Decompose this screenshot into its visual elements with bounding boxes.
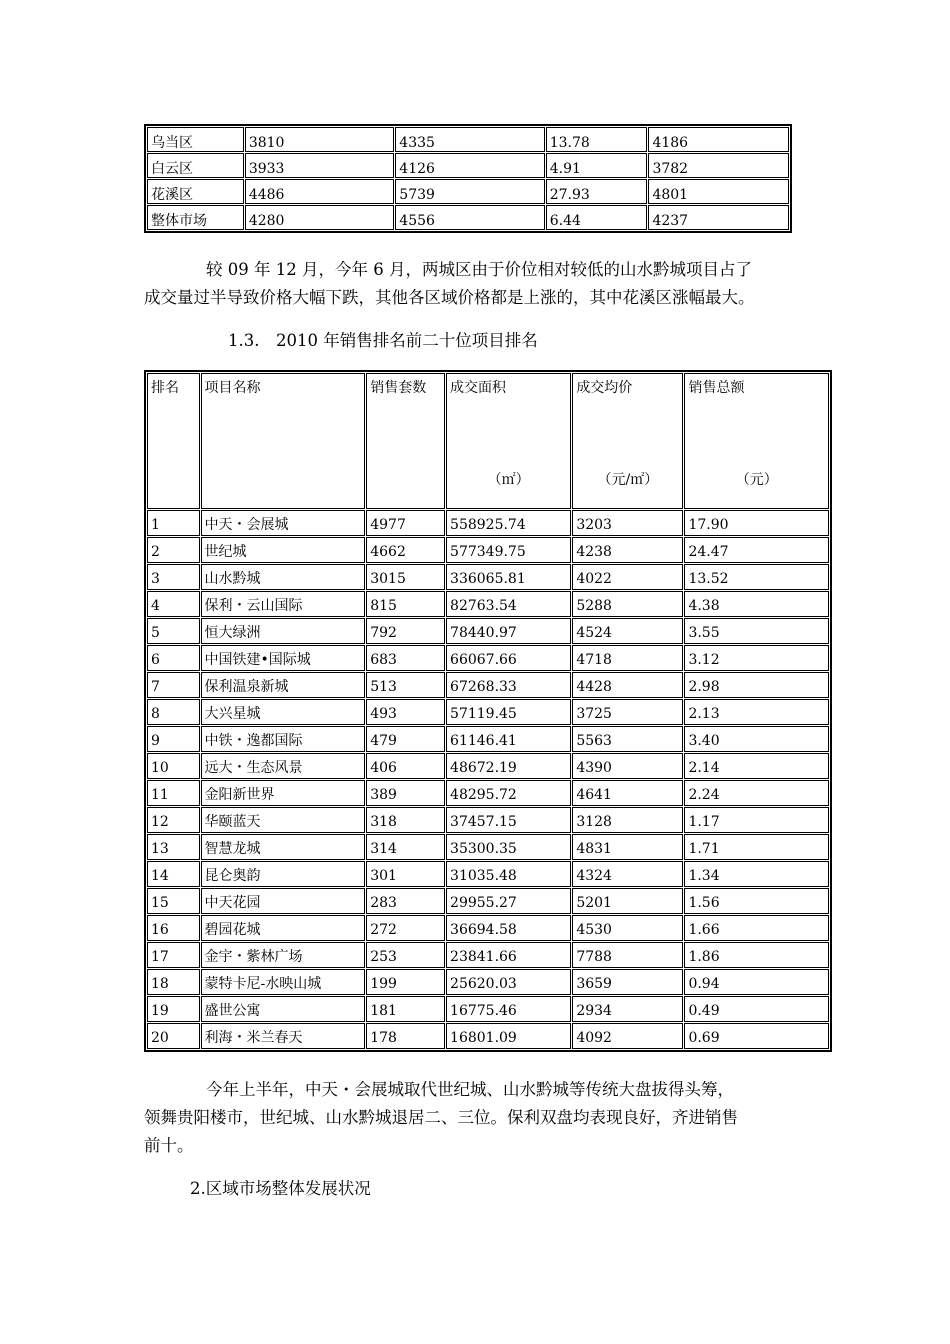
table-cell: 17 xyxy=(147,942,200,968)
paragraph-line: 较 09 年 12 月，今年 6 月，两城区由于价位相对较低的山水黔城项目占了 xyxy=(206,260,752,279)
table-cell: 389 xyxy=(366,780,445,806)
table-cell: 1.56 xyxy=(684,888,829,914)
table-cell: 3659 xyxy=(572,969,683,995)
table-cell: 8 xyxy=(147,699,200,725)
table-cell: 314 xyxy=(366,834,445,860)
table-row xyxy=(147,537,829,563)
table-cell: 272 xyxy=(366,915,445,941)
table-cell: 4186 xyxy=(648,127,789,152)
table-cell: 12 xyxy=(147,807,200,833)
table-cell: 318 xyxy=(366,807,445,833)
table-cell: 保利温泉新城 xyxy=(201,672,366,698)
table-cell: 2.98 xyxy=(684,672,829,698)
table-cell: 4237 xyxy=(648,205,789,230)
table-cell: 4524 xyxy=(572,618,683,644)
table-cell: 中天花园 xyxy=(201,888,366,914)
table-cell: 3725 xyxy=(572,699,683,725)
table-cell: 178 xyxy=(366,1023,445,1049)
table-cell: 9 xyxy=(147,726,200,752)
table-cell: 4092 xyxy=(572,1023,683,1049)
table-row xyxy=(147,726,829,752)
table-cell: 11 xyxy=(147,780,200,806)
table-cell: 48295.72 xyxy=(446,780,571,806)
table-row xyxy=(147,591,829,617)
header-cell-area: 成交面积 （㎡） xyxy=(446,373,571,509)
table-cell: 61146.41 xyxy=(446,726,571,752)
table-cell: 4486 xyxy=(245,179,394,204)
table-cell: 4.38 xyxy=(684,591,829,617)
table-cell: 4977 xyxy=(366,510,445,536)
table-cell: 3203 xyxy=(572,510,683,536)
table-cell: 整体市场 xyxy=(147,205,244,230)
paragraph-line: 前十。 xyxy=(144,1136,194,1155)
paragraph-line: 成交量过半导致价格大幅下跌，其他各区域价格都是上涨的，其中花溪区涨幅最大。 xyxy=(144,288,755,307)
table-cell: 27.93 xyxy=(546,179,648,204)
table-row xyxy=(147,942,829,968)
section-heading-ranking: 1.3. 2010 年销售排名前二十位项目排名 xyxy=(228,331,538,350)
table-cell: 3.40 xyxy=(684,726,829,752)
table-cell: 4022 xyxy=(572,564,683,590)
table-cell: 3810 xyxy=(245,127,394,152)
table-cell: 2.24 xyxy=(684,780,829,806)
table-cell: 513 xyxy=(366,672,445,698)
table-row xyxy=(147,915,829,941)
table-cell: 479 xyxy=(366,726,445,752)
table-cell: 4 xyxy=(147,591,200,617)
table-cell: 16 xyxy=(147,915,200,941)
table-row xyxy=(147,564,829,590)
table-cell: 4335 xyxy=(395,127,544,152)
table-cell: 67268.33 xyxy=(446,672,571,698)
table-cell: 7788 xyxy=(572,942,683,968)
section-heading-regional-market: 2.区域市场整体发展状况 xyxy=(190,1179,371,1198)
table-cell: 1 xyxy=(147,510,200,536)
table-cell: 5201 xyxy=(572,888,683,914)
table-cell: 406 xyxy=(366,753,445,779)
table-cell: 中铁・逸都国际 xyxy=(201,726,366,752)
table-cell: 35300.35 xyxy=(446,834,571,860)
table-cell: 13.52 xyxy=(684,564,829,590)
table-cell: 36694.58 xyxy=(446,915,571,941)
table-cell: 中天・会展城 xyxy=(201,510,366,536)
table-cell: 82763.54 xyxy=(446,591,571,617)
table-cell: 3015 xyxy=(366,564,445,590)
table-cell: 大兴星城 xyxy=(201,699,366,725)
table-cell: 0.69 xyxy=(684,1023,829,1049)
table-cell: 盛世公寓 xyxy=(201,996,366,1022)
table-row xyxy=(147,153,789,178)
table-row xyxy=(147,179,789,204)
paragraph-ranking-summary xyxy=(144,1076,824,1160)
table-cell: 金宇・紫林广场 xyxy=(201,942,366,968)
table-cell: 1.86 xyxy=(684,942,829,968)
table-cell: 23841.66 xyxy=(446,942,571,968)
table-row xyxy=(147,645,829,671)
table-cell: 16775.46 xyxy=(446,996,571,1022)
table-cell: 昆仑奥韵 xyxy=(201,861,366,887)
table-cell: 金阳新世界 xyxy=(201,780,366,806)
table-row xyxy=(147,888,829,914)
table-cell: 4428 xyxy=(572,672,683,698)
paragraph-price-analysis xyxy=(144,256,824,312)
table-cell: 白云区 xyxy=(147,153,244,178)
table-cell: 4238 xyxy=(572,537,683,563)
table-cell: 66067.66 xyxy=(446,645,571,671)
header-cell-rank: 排名 xyxy=(147,373,200,509)
table-cell: 2.14 xyxy=(684,753,829,779)
table-cell: 保利・云山国际 xyxy=(201,591,366,617)
header-unit: （㎡） xyxy=(487,472,530,488)
table-cell: 57119.45 xyxy=(446,699,571,725)
table-cell: 4.91 xyxy=(546,153,648,178)
sales-ranking-table xyxy=(144,370,832,1052)
table-cell: 20 xyxy=(147,1023,200,1049)
table-cell: 15 xyxy=(147,888,200,914)
table-cell: 6.44 xyxy=(546,205,648,230)
table-cell: 5 xyxy=(147,618,200,644)
header-cell-units-sold: 销售套数 xyxy=(366,373,445,509)
table-row xyxy=(147,969,829,995)
table-cell: 碧园花城 xyxy=(201,915,366,941)
table-row xyxy=(147,618,829,644)
table-cell: 4556 xyxy=(395,205,544,230)
table-row xyxy=(147,780,829,806)
table-cell: 5739 xyxy=(395,179,544,204)
table-cell: 0.49 xyxy=(684,996,829,1022)
header-unit: （元/㎡） xyxy=(597,472,659,488)
table-cell: 3933 xyxy=(245,153,394,178)
table-row xyxy=(147,205,789,230)
table-cell: 815 xyxy=(366,591,445,617)
table-cell: 29955.27 xyxy=(446,888,571,914)
table-cell: 13 xyxy=(147,834,200,860)
table-cell: 1.71 xyxy=(684,834,829,860)
table-row xyxy=(147,1023,829,1049)
table-cell: 4324 xyxy=(572,861,683,887)
table-cell: 3.55 xyxy=(684,618,829,644)
table-cell: 3 xyxy=(147,564,200,590)
table-cell: 25620.03 xyxy=(446,969,571,995)
table-cell: 558925.74 xyxy=(446,510,571,536)
table-header-row xyxy=(147,373,829,509)
table-cell: 4126 xyxy=(395,153,544,178)
table-cell: 智慧龙城 xyxy=(201,834,366,860)
header-cell-total-sales: 销售总额 （元） xyxy=(684,373,829,509)
table-cell: 48672.19 xyxy=(446,753,571,779)
table-row xyxy=(147,834,829,860)
table-cell: 4390 xyxy=(572,753,683,779)
table-cell: 336065.81 xyxy=(446,564,571,590)
table-cell: 199 xyxy=(366,969,445,995)
table-cell: 4662 xyxy=(366,537,445,563)
table-cell: 253 xyxy=(366,942,445,968)
table-cell: 24.47 xyxy=(684,537,829,563)
table-cell: 181 xyxy=(366,996,445,1022)
table-cell: 花溪区 xyxy=(147,179,244,204)
table-cell: 7 xyxy=(147,672,200,698)
table-cell: 1.17 xyxy=(684,807,829,833)
header-cell-avg-price: 成交均价 （元/㎡） xyxy=(572,373,683,509)
table-cell: 577349.75 xyxy=(446,537,571,563)
table-cell: 3128 xyxy=(572,807,683,833)
table-cell: 37457.15 xyxy=(446,807,571,833)
table-cell: 0.94 xyxy=(684,969,829,995)
table-cell: 山水黔城 xyxy=(201,564,366,590)
table-cell: 4280 xyxy=(245,205,394,230)
table-cell: 4831 xyxy=(572,834,683,860)
table-cell: 4801 xyxy=(648,179,789,204)
table-cell: 16801.09 xyxy=(446,1023,571,1049)
header-unit: （元） xyxy=(735,472,778,488)
table-cell: 4530 xyxy=(572,915,683,941)
table-cell: 中国铁建•国际城 xyxy=(201,645,366,671)
table-cell: 19 xyxy=(147,996,200,1022)
table-cell: 1.66 xyxy=(684,915,829,941)
table-cell: 5563 xyxy=(572,726,683,752)
table-row xyxy=(147,672,829,698)
table-cell: 6 xyxy=(147,645,200,671)
table-cell: 乌当区 xyxy=(147,127,244,152)
table-cell: 78440.97 xyxy=(446,618,571,644)
table-cell: 10 xyxy=(147,753,200,779)
table-cell: 2934 xyxy=(572,996,683,1022)
table-cell: 2.13 xyxy=(684,699,829,725)
table-cell: 远大・生态风景 xyxy=(201,753,366,779)
table-cell: 4641 xyxy=(572,780,683,806)
table-cell: 华颐蓝天 xyxy=(201,807,366,833)
table-cell: 3.12 xyxy=(684,645,829,671)
regional-price-table xyxy=(144,124,792,233)
table-cell: 5288 xyxy=(572,591,683,617)
table-cell: 1.34 xyxy=(684,861,829,887)
table-row xyxy=(147,510,829,536)
paragraph-line: 领舞贵阳楼市，世纪城、山水黔城退居二、三位。保利双盘均表现良好，齐进销售 xyxy=(144,1108,738,1127)
table-row xyxy=(147,127,789,152)
table-row xyxy=(147,861,829,887)
header-cell-project-name: 项目名称 xyxy=(201,373,366,509)
table-cell: 利海・米兰春天 xyxy=(201,1023,366,1049)
table-row xyxy=(147,996,829,1022)
paragraph-line: 今年上半年，中天・会展城取代世纪城、山水黔城等传统大盘拔得头筹， xyxy=(206,1080,734,1099)
table-row xyxy=(147,753,829,779)
table-row xyxy=(147,699,829,725)
table-cell: 493 xyxy=(366,699,445,725)
table-cell: 14 xyxy=(147,861,200,887)
table-cell: 恒大绿洲 xyxy=(201,618,366,644)
table-cell: 17.90 xyxy=(684,510,829,536)
table-cell: 283 xyxy=(366,888,445,914)
table-cell: 世纪城 xyxy=(201,537,366,563)
table-cell: 683 xyxy=(366,645,445,671)
table-cell: 2 xyxy=(147,537,200,563)
table-cell: 蒙特卡尼-水映山城 xyxy=(201,969,366,995)
table-cell: 31035.48 xyxy=(446,861,571,887)
table-row xyxy=(147,807,829,833)
table-cell: 3782 xyxy=(648,153,789,178)
table-cell: 301 xyxy=(366,861,445,887)
table-cell: 13.78 xyxy=(546,127,648,152)
table-cell: 4718 xyxy=(572,645,683,671)
table-cell: 792 xyxy=(366,618,445,644)
table-cell: 18 xyxy=(147,969,200,995)
